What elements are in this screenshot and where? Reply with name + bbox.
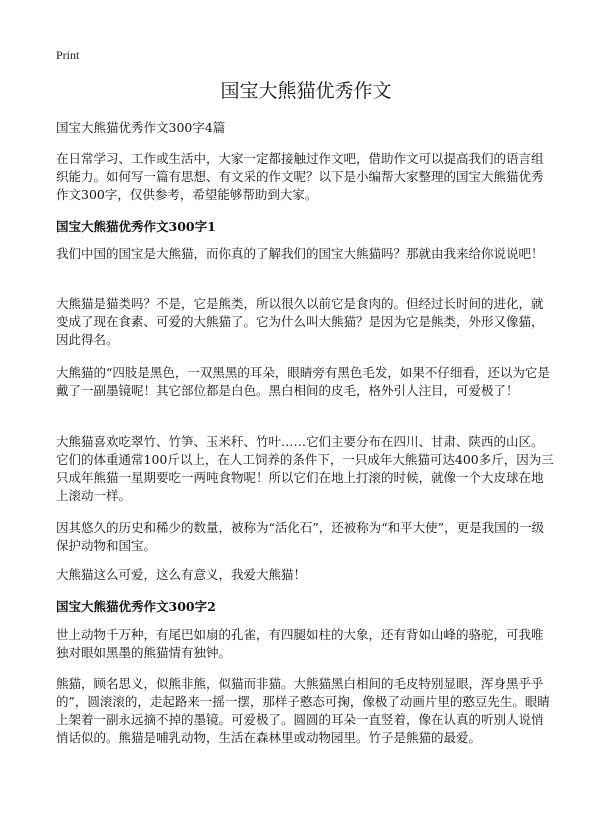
print-link[interactable]: Print bbox=[56, 48, 80, 62]
section-1-paragraph-6: 大熊猫这么可爱，这么有意义，我爱大熊猫！ bbox=[56, 567, 307, 582]
intro-paragraph: 在日常学习、工作或生活中，大家一定都接触过作文吧，借助作文可以提高我们的语言组织能力。如何写一篇有思想、有文采的作文呢？以下是小编帮大家整理的国宝大熊猫优秀作文300字，仅供参考，希望能够帮助到大家。 bbox=[56, 151, 544, 202]
document-subtitle: 国宝大熊猫优秀作文300字4篇 bbox=[56, 120, 226, 135]
section-1-paragraph-4: 大熊猫喜欢吃翠竹、竹笋、玉米秆、竹叶……它们主要分布在四川、甘肃、陕西的山区。它们的体重通常100斤以上，在人工饲养的条件下，一只成年大熊猫可达400多斤，因为三只成年熊猫一星期要吃一两吨食物呢！所以它们在地上打滚的时候，就像一个大皮球在地上滚动一样。 bbox=[56, 434, 554, 503]
section-heading-2: 国宝大熊猫优秀作文300字2 bbox=[56, 599, 216, 614]
section-2-paragraph-1: 世上动物千万种，有尾巴如扇的孔雀，有四腿如柱的大象，还有背如山峰的骆驼，可我唯独对眼如黑墨的熊猫情有独钟。 bbox=[56, 627, 544, 660]
section-2-paragraph-2: 熊猫，顾名思义，似熊非熊，似猫而非猫。大熊猫黑白相间的毛皮特别显眼，浑身黑乎乎的”，圆滚滚的，走起路来一摇一摆，那样子憨态可掬，像极了动画片里的憨豆先生。眼睛上架着一副永远摘不掉的墨镜。可爱极了。圆圆的耳朵一直竖着，像在认真的听别人说悄悄话似的。熊猫是哺乳动物，生活在森林里或动物园里。竹子是熊猫的最爱。 bbox=[56, 676, 550, 745]
section-heading-1: 国宝大熊猫优秀作文300字1 bbox=[56, 219, 216, 234]
section-1-paragraph-3: 大熊猫的“四肢是黑色，一双黑黑的耳朵，眼睛旁有黑色毛发，如果不仔细看，还以为它是戴了一副墨镜呢！其它部位都是白色。黑白相间的皮毛，格外引人注目，可爱极了！ bbox=[56, 365, 550, 398]
page-title: 国宝大熊猫优秀作文 bbox=[220, 80, 392, 102]
section-1-paragraph-2: 大熊猫是猫类吗？不是，它是熊类，所以很久以前它是食肉的。但经过长时间的进化，就变成了现在食素、可爱的大熊猫了。它为什么叫大熊猫？是因为它是熊类，外形又像猫，因此得名。 bbox=[56, 296, 544, 347]
section-1-paragraph-1: 我们中国的国宝是大熊猫，而你真的了解我们的国宝大熊猫吗？那就由我来给你说说吧！ bbox=[56, 246, 544, 261]
section-1-paragraph-5: 因其悠久的历史和稀少的数量，被称为“活化石”，还被称为“和平大使”，更是我国的一级保护动物和国宝。 bbox=[56, 520, 545, 553]
